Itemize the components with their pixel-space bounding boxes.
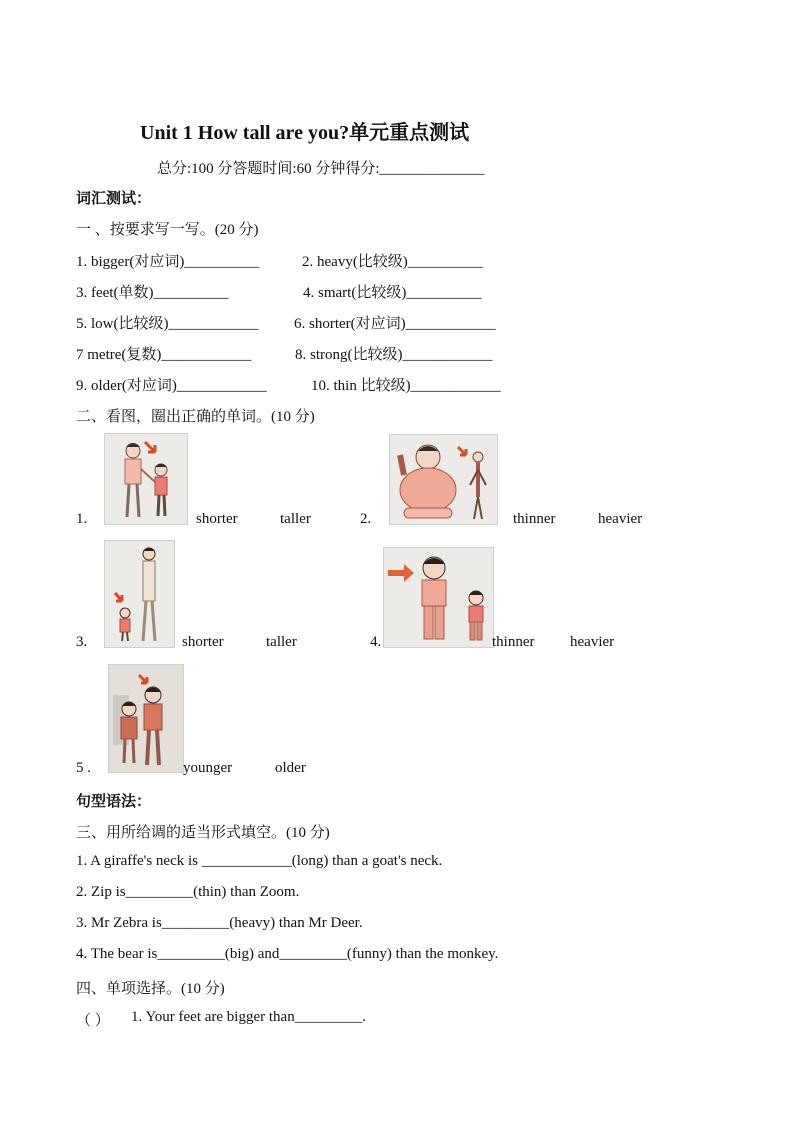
option-word[interactable]: younger	[183, 760, 233, 776]
picture-heavy-and-thin-men	[389, 434, 498, 525]
option-word[interactable]: older	[275, 760, 306, 776]
option-word[interactable]: thinner	[492, 634, 535, 650]
grammar-item: 3. Mr Zebra is_________(heavy) than Mr Deer.	[76, 915, 363, 931]
picture-number: 5 .	[76, 760, 91, 776]
vocab-item: 9. older(对应词)____________	[76, 378, 267, 394]
option-word[interactable]: thinner	[513, 511, 556, 527]
page-title: Unit 1 How tall are you?单元重点测试	[140, 122, 470, 144]
option-word[interactable]: shorter	[196, 511, 238, 527]
picture-mother-and-child	[104, 433, 188, 525]
option-word[interactable]: taller	[266, 634, 297, 650]
section-2-heading: 二、看图，圈出正确的单词。(10 分)	[76, 409, 315, 425]
vocab-heading: 词汇测试：	[76, 191, 152, 207]
picture-number: 2.	[360, 511, 372, 527]
vocab-item: 5. low(比较级)____________	[76, 316, 259, 332]
vocab-item: 3. feet(单数)__________	[76, 285, 229, 301]
option-word[interactable]: heavier	[570, 634, 615, 650]
picture-two-boys	[108, 664, 184, 773]
answer-paren[interactable]: （ ）	[76, 1013, 110, 1029]
option-word[interactable]: shorter	[182, 634, 224, 650]
grammar-item: 4. The bear is_________(big) and_________(funny) than the monkey.	[76, 946, 499, 962]
section-4-heading: 四、单项选择。(10 分)	[76, 981, 225, 997]
grammar-heading: 句型语法：	[76, 794, 152, 810]
section-1-heading: 一 、按要求写一写。(20 分)	[76, 222, 259, 238]
picture-tall-man-and-child	[104, 540, 175, 648]
picture-number: 1.	[76, 511, 88, 527]
grammar-item: 1. A giraffe's neck is ____________(long) than a goat's neck.	[76, 853, 443, 869]
vocab-item: 8. strong(比较级)____________	[295, 347, 493, 363]
picture-number: 3.	[76, 634, 88, 650]
option-word[interactable]: heavier	[598, 511, 643, 527]
picture-number: 4.	[370, 634, 382, 650]
score-line: 总分:100 分答题时间:60 分钟得分:______________	[157, 161, 485, 177]
vocab-item: 1. bigger(对应词)__________	[76, 254, 260, 270]
option-word[interactable]: taller	[280, 511, 311, 527]
choice-question: 1. Your feet are bigger than_________.	[131, 1009, 366, 1025]
picture-man-and-boy	[383, 547, 494, 648]
vocab-item: 7 metre(复数)____________	[76, 347, 252, 363]
section-3-heading: 三、用所给调的适当形式填空。(10 分)	[76, 825, 330, 841]
vocab-item: 6. shorter(对应词)____________	[294, 316, 496, 332]
vocab-item: 10. thin 比较级)____________	[311, 378, 501, 394]
grammar-item: 2. Zip is_________(thin) than Zoom.	[76, 884, 300, 900]
vocab-item: 2. heavy(比较级)__________	[302, 254, 483, 270]
vocab-item: 4. smart(比较级)__________	[303, 285, 482, 301]
